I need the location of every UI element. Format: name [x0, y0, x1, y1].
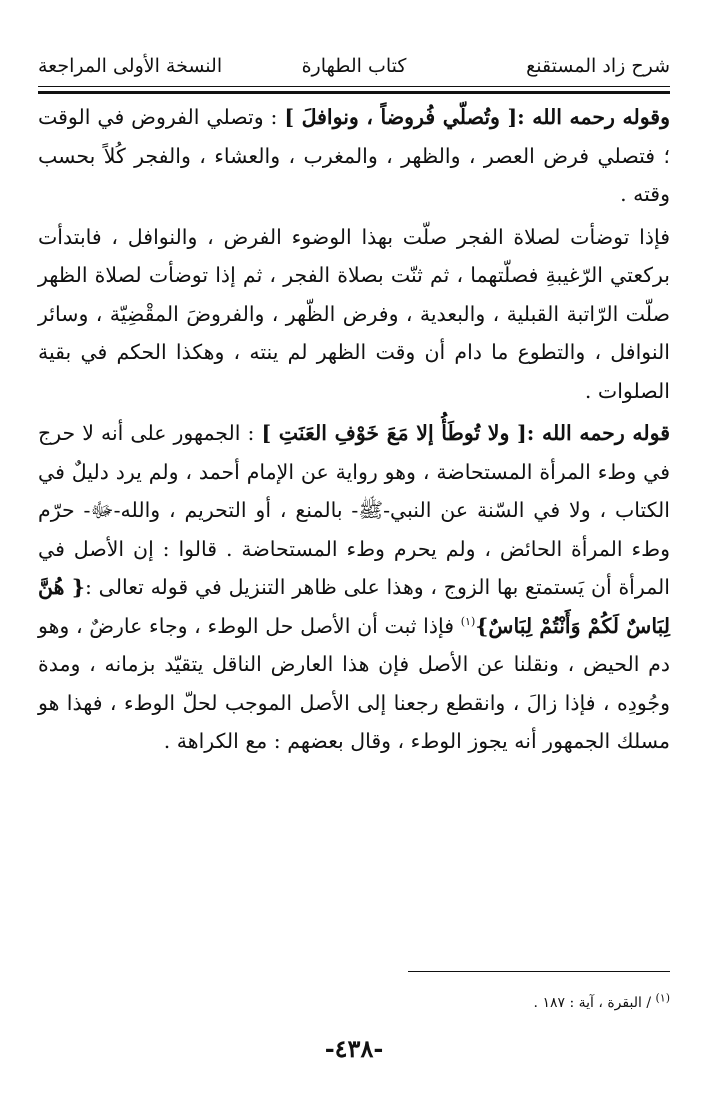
header-rule-thick [38, 91, 670, 94]
paragraph-2-text: فإذا توضأت لصلاة الفجر صلّت بهذا الوضوء الفرض ، والنوافل ، فابتدأت بركعتي الرّغيبةِ فصلّتهما ، ثم ثنّت بصلاة الفجر ، ثم إذا توضأت لصلاة الظهر صلّت الرّاتبة القبلية ، والبعدية ، وفرض الظّهر ، والفروضَ المقْضِيّة ، وسائر النوافل ، والتطوع ما دام أن وقت الظهر لم ينته ، وهكذا الحكم في بقية الصلوات . [38, 224, 670, 403]
paragraph-1-text: : وتصلي الفروض في الوقت ؛ فتصلي فرض العصر ، والظهر ، والمغرب ، والعشاء ، والفجر كُلاً بحسب وقته . [38, 105, 670, 206]
paragraph-3-text-b: فإذا ثبت أن الأصل حل الوطء ، وجاء عارضٌ ، وهو دم الحيض ، ونقلنا عن الأصل فإن هذا العارض الناقل يتقيّد بزمانه ، ومدة وجُودِه ، فإذا زالَ ، وانقطع رجعنا إلى الأصل الموجب لحلّ الوطء ، فهذا هو مسلك الجمهور أنه يجوز الوطء ، وقال بعضهم : مع الكراهة . [38, 613, 670, 753]
paragraph-1-lead: وقوله رحمه الله :[ وتُصلّي فُروضاً ، ونوافلَ ] [284, 105, 670, 129]
footnote-text: / البقرة ، آية : ١٨٧ . [533, 995, 656, 1011]
footnote-separator [408, 971, 670, 972]
page-number: -٤٣٨- [324, 1034, 384, 1063]
quran-verse: { هُنَّ لِبَاسٌ لَكُمْ وَأَنْتُمْ لِبَاسٌ} [38, 575, 671, 638]
header-edition-note: النسخة الأولى المراجعة [38, 55, 223, 77]
header-rule-thin [38, 86, 670, 87]
header-book-title: شرح زاد المستقنع [526, 55, 670, 77]
paragraph-2 [38, 218, 670, 411]
paragraph-3-lead: قوله رحمه الله :[ ولا تُوطَأُ إلا مَعَ خَوْفِ العَنَتِ ] [261, 421, 671, 445]
paragraph-3 [38, 414, 670, 761]
paragraph-1 [38, 98, 670, 214]
running-header [38, 50, 670, 82]
header-chapter-title: كتاب الطهارة [301, 55, 407, 77]
footnote [38, 992, 670, 1014]
paragraph-3-text-a: : الجمهور على أنه لا حرج في وطء المرأة المستحاضة ، وهو رواية عن الإمام أحمد ، ولم يرد دليلٌ في الكتاب ، ولا في السّنة عن النبي-ﷺ- بالمنع ، أو التحريم ، والله-ﷻ- حرّم وطء المرأة الحائض ، ولم يحرم وطء المستحاضة . قالوا : إن الأصل في المرأة أن يَستمتع بها الزوج ، وهذا على ظاهر التنزيل في قوله تعالى : [38, 421, 670, 599]
page-body [38, 98, 670, 761]
footnote-reference[interactable]: (١) [460, 614, 476, 628]
footnote-mark: (١) [655, 991, 670, 1005]
